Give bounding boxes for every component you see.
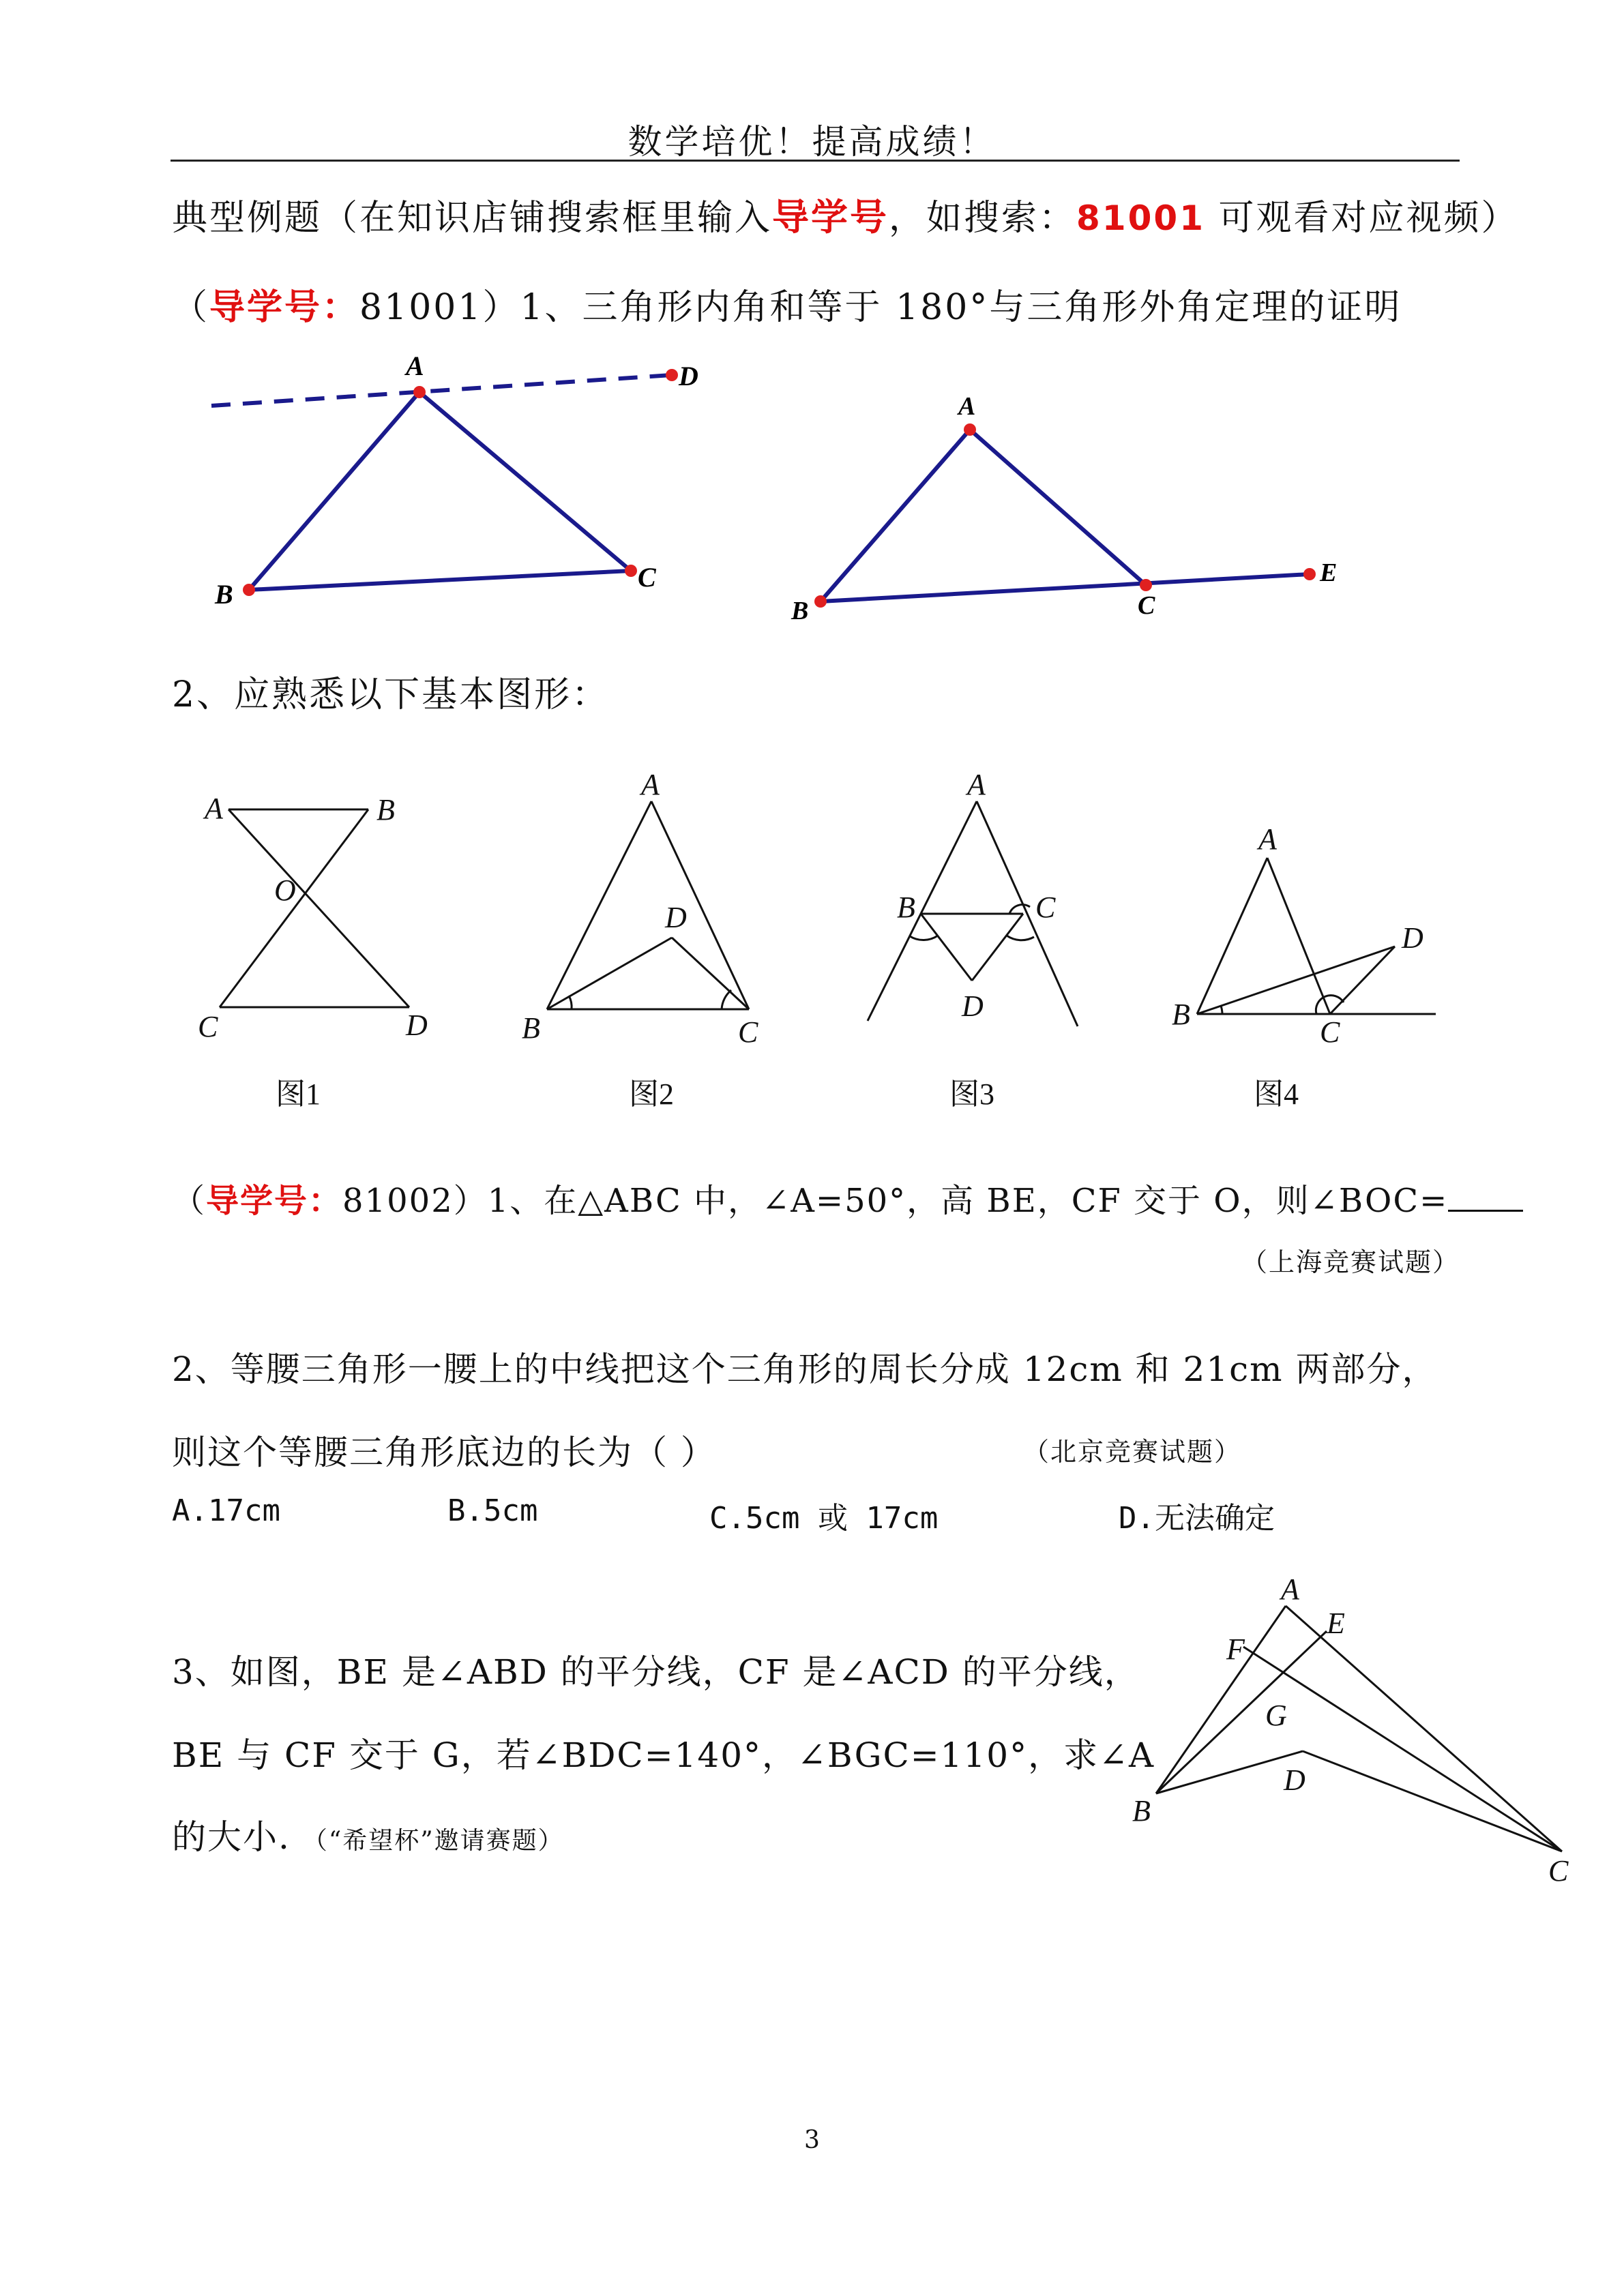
section1-label: 导学号： [209,287,360,328]
label-c: C [638,562,656,593]
f4-label-c: C [1320,1015,1340,1049]
figure-1 [220,809,409,1007]
p3-label-b: B [1132,1794,1151,1828]
f4-label-b: B [1172,998,1190,1031]
intro-middle: ，如搜索： [889,198,1077,239]
f3-label-b: B [897,891,915,924]
figure-2 [547,801,749,1009]
label-a-right: A [958,392,976,421]
figure-triangle-parallel [211,351,698,610]
problem2-line1: 2、等腰三角形一腰上的中线把这个三角形的周长分成 12cm 和 21cm 两部分， [172,1350,1438,1389]
segment-ab-f2 [547,801,651,1009]
segment-bc [249,571,631,590]
top-figures [0,341,1624,641]
f2-label-a: A [641,768,660,801]
problem3-text: 的大小. [172,1817,291,1857]
caption-fig4: 图4 [1254,1077,1299,1111]
option-c[interactable]: C.5cm 或 17cm [709,1501,939,1536]
segment-bd-f3 [921,914,972,981]
problem3-source: （“希望杯”邀请赛题） [302,1827,564,1855]
intro-code: 81001 [1076,198,1205,238]
problem1 [172,1174,1523,1221]
label-b-right: B [791,597,809,625]
f4-label-a: A [1258,822,1277,856]
label-c-right: C [1138,591,1155,620]
p3-label-d: D [1284,1763,1305,1797]
figure-problem3 [1091,1568,1610,1882]
angle-b-arc-f3 [910,936,938,940]
point-c-right [1140,579,1152,591]
segment-ad-f1 [228,809,409,1007]
answer-blank[interactable] [1448,1182,1523,1212]
p3-label-f: F [1226,1632,1245,1666]
section1-rest: 81001）1、三角形内角和等于 180°与三角形外角定理的证明 [359,287,1402,328]
intro-prefix: 典型例题（在知识店铺搜索框里输入 [172,198,773,239]
figure-triangle-exterior [791,392,1337,625]
problem3-line1: 3、如图，BE 是∠ABD 的平分线，CF 是∠ACD 的平分线， [172,1652,1140,1692]
f1-label-a: A [205,792,223,825]
point-d [666,369,678,381]
angle-b-arc-f4 [1221,1006,1222,1014]
f3-label-c: C [1035,891,1056,924]
segment-ab-right [821,430,970,601]
point-c [625,565,637,577]
segment-a-left-f3 [868,801,977,1021]
point-e-right [1303,568,1316,580]
problem3-line2: BE 与 CF 交于 G，若∠BDC=140°，∠BGC=110°，求∠A [172,1735,1155,1775]
segment-ab [249,392,419,590]
label-b: B [215,579,233,610]
point-a-right [964,423,976,436]
figure-4 [1197,858,1436,1014]
label-e-right: E [1320,558,1338,587]
intro-highlight: 导学号 [772,196,889,239]
segment-ac-right [970,430,1146,585]
segment-ac-p3 [1286,1606,1562,1851]
page-number: 3 [804,2126,820,2154]
f1-label-o: O [274,874,296,907]
segment-cf-p3 [1243,1647,1562,1851]
section1-open: （ [172,287,210,328]
segment-cd-f3 [972,914,1023,981]
f3-label-d: D [962,989,984,1023]
segment-dc-f2 [672,938,749,1009]
intro-suffix: 可观看对应视频） [1205,198,1519,239]
angle-b-arc-f2 [569,996,572,1009]
caption-fig3: 图3 [949,1077,994,1111]
f2-label-d: D [665,901,687,934]
f1-label-c: C [198,1010,218,1043]
dashed-parallel-line [211,375,672,406]
problem3-line3 [172,1810,564,1859]
segment-ab-f4 [1197,858,1267,1014]
problem1-text: 81002）1、在△ABC 中，∠A=50°，高 BE，CF 交于 O，则∠BOC= [342,1182,1449,1220]
problem1-label: 导学号： [206,1182,343,1220]
p3-label-c: C [1548,1854,1569,1882]
option-a[interactable]: A.17cm [172,1493,280,1528]
problem1-open: （ [172,1182,207,1220]
p3-label-e: E [1327,1607,1345,1640]
problem2-line2: 则这个等腰三角形底边的长为（ ） [172,1433,716,1472]
problem2-source: （北京竞赛试题） [1023,1437,1242,1467]
problem1-source: （上海竞赛试题） [1241,1247,1460,1277]
segment-ac [419,392,631,571]
label-d: D [679,361,698,391]
option-b[interactable]: B.5cm [447,1493,538,1528]
point-b [243,584,255,596]
p3-label-a: A [1281,1572,1299,1606]
intro-line [172,188,1519,241]
angle-c-arc-f2 [722,990,731,1009]
page-header: 数学培优！提高成绩！ [628,122,996,162]
f1-label-d: D [406,1009,428,1042]
point-b-right [814,595,827,608]
caption-fig2: 图2 [629,1077,674,1111]
f1-label-b: B [377,793,395,826]
p3-label-g: G [1265,1699,1287,1732]
segment-bc-f1 [220,809,368,1007]
caption-fig1: 图1 [276,1077,321,1111]
segment-be-right [821,574,1310,601]
f2-label-b: B [522,1011,540,1045]
segment-ac-f4 [1267,858,1330,1014]
f3-label-a: A [967,768,986,801]
header-divider [171,160,1460,162]
segment-dc-p3 [1303,1751,1562,1851]
f4-label-d: D [1402,921,1423,955]
angle-c-arc-f3 [1007,936,1034,940]
f2-label-c: C [738,1015,758,1049]
option-d[interactable]: D.无法确定 [1119,1501,1275,1536]
basic-figures [0,764,1624,1064]
label-a: A [406,351,424,381]
section2-title: 2、应熟悉以下基本图形： [172,674,610,715]
section1-title [172,278,1402,329]
point-a [413,386,426,398]
segment-bd-f4 [1197,946,1395,1014]
